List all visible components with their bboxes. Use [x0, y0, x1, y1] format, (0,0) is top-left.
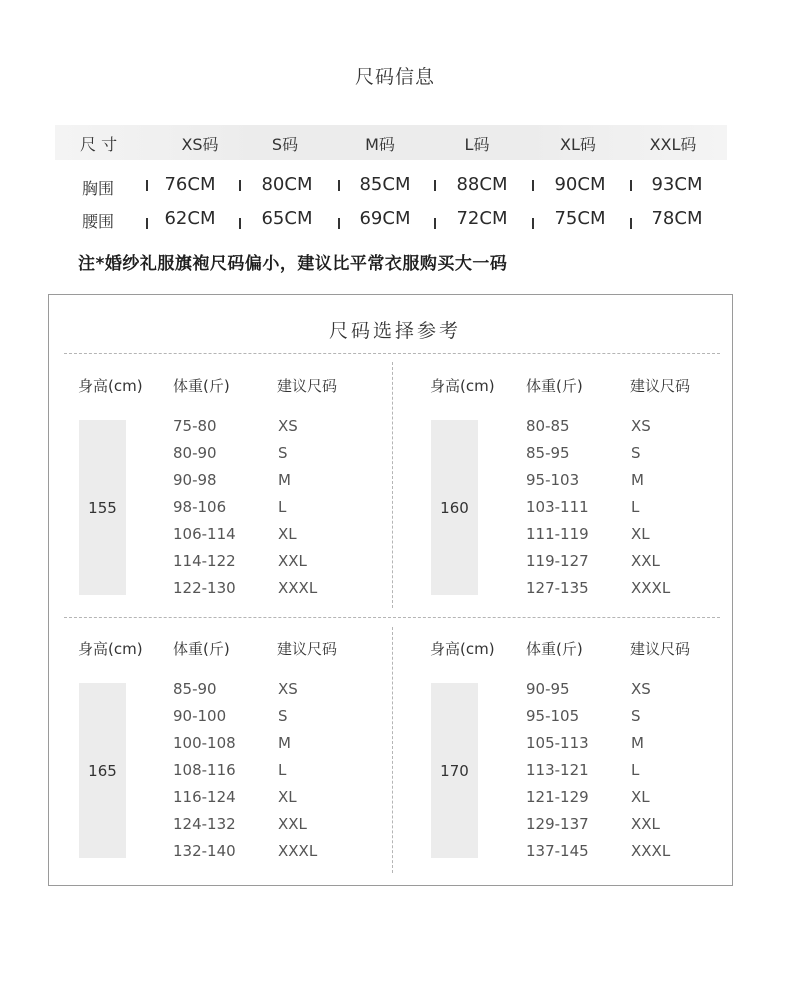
suggested-size: M [278, 471, 291, 489]
weight-range: 132-140 [173, 842, 236, 860]
weight-range: 106-114 [173, 525, 236, 543]
weight-range: 113-121 [526, 761, 589, 779]
weight-range: 75-80 [173, 417, 217, 435]
col-header-weight: 体重(斤) [526, 640, 583, 658]
waist-xxl: 78CM [651, 208, 703, 229]
suggested-size: S [278, 707, 288, 725]
suggested-size: XL [631, 788, 650, 806]
col-header-height: 身高(cm) [78, 377, 143, 395]
col-header-weight: 体重(斤) [526, 377, 583, 395]
size-header-s: S码 [271, 135, 299, 154]
size-header-label: 尺 寸 [80, 135, 118, 154]
weight-range: 129-137 [526, 815, 589, 833]
reference-title: 尺码选择参考 [328, 320, 461, 342]
size-header-m: M码 [365, 135, 395, 154]
suggested-size: XXXL [631, 842, 671, 860]
weight-range: 98-106 [173, 498, 227, 516]
separator [532, 218, 534, 229]
weight-range: 85-90 [173, 680, 217, 698]
col-header-height: 身高(cm) [430, 377, 495, 395]
suggested-size: XXL [278, 552, 307, 570]
weight-range: 122-130 [173, 579, 236, 597]
row-label-waist: 腰围 [82, 212, 115, 231]
suggested-size: XXXL [278, 579, 318, 597]
waist-s: 65CM [261, 208, 313, 229]
suggested-size: XS [278, 680, 298, 698]
chest-l: 88CM [456, 174, 508, 195]
height-cell: 155 [79, 420, 126, 595]
weight-range: 80-85 [526, 417, 570, 435]
waist-m: 69CM [359, 208, 411, 229]
size-header-xl: XL码 [560, 135, 596, 154]
separator [239, 218, 241, 229]
weight-range: 100-108 [173, 734, 236, 752]
chest-m: 85CM [359, 174, 411, 195]
col-header-size: 建议尺码 [277, 640, 338, 658]
col-header-weight: 体重(斤) [173, 640, 230, 658]
weight-range: 90-98 [173, 471, 217, 489]
size-header-xs: XS码 [181, 135, 219, 154]
divider [64, 617, 720, 618]
page-title: 尺码信息 [354, 66, 435, 88]
weight-range: 108-116 [173, 761, 236, 779]
weight-range: 95-103 [526, 471, 580, 489]
suggested-size: M [631, 734, 644, 752]
suggested-size: XXXL [631, 579, 671, 597]
weight-range: 124-132 [173, 815, 236, 833]
weight-range: 119-127 [526, 552, 589, 570]
suggested-size: XXL [631, 815, 660, 833]
weight-range: 121-129 [526, 788, 589, 806]
weight-range: 80-90 [173, 444, 217, 462]
suggested-size: XL [278, 525, 297, 543]
suggested-size: XS [631, 417, 651, 435]
suggested-size: L [631, 761, 640, 779]
col-header-size: 建议尺码 [277, 377, 338, 395]
divider [64, 353, 720, 354]
col-header-weight: 体重(斤) [173, 377, 230, 395]
size-header-xxl: XXL码 [649, 135, 697, 154]
suggested-size: S [631, 707, 641, 725]
suggested-size: XXL [631, 552, 660, 570]
suggested-size: XL [631, 525, 650, 543]
size-header-l: L码 [464, 135, 490, 154]
waist-l: 72CM [456, 208, 508, 229]
weight-range: 90-95 [526, 680, 570, 698]
col-header-size: 建议尺码 [630, 640, 691, 658]
waist-xl: 75CM [554, 208, 606, 229]
height-cell: 165 [79, 683, 126, 858]
suggested-size: XS [631, 680, 651, 698]
suggested-size: L [631, 498, 640, 516]
divider [392, 362, 393, 608]
suggested-size: XL [278, 788, 297, 806]
col-header-size: 建议尺码 [630, 377, 691, 395]
suggested-size: XS [278, 417, 298, 435]
suggested-size: L [278, 498, 287, 516]
col-header-height: 身高(cm) [78, 640, 143, 658]
chest-s: 80CM [261, 174, 313, 195]
separator [239, 180, 241, 191]
weight-range: 116-124 [173, 788, 236, 806]
weight-range: 111-119 [526, 525, 589, 543]
row-label-chest: 胸围 [82, 179, 115, 198]
suggested-size: XXL [278, 815, 307, 833]
divider [392, 627, 393, 873]
weight-range: 127-135 [526, 579, 589, 597]
suggested-size: M [631, 471, 644, 489]
waist-xs: 62CM [164, 208, 216, 229]
weight-range: 85-95 [526, 444, 570, 462]
size-note: 注*婚纱礼服旗袍尺码偏小，建议比平常衣服购买大一码 [78, 254, 508, 274]
weight-range: 103-111 [526, 498, 589, 516]
separator [434, 218, 436, 229]
chest-xl: 90CM [554, 174, 606, 195]
suggested-size: S [278, 444, 288, 462]
separator [434, 180, 436, 191]
suggested-size: M [278, 734, 291, 752]
separator [532, 180, 534, 191]
height-cell: 160 [431, 420, 478, 595]
suggested-size: L [278, 761, 287, 779]
weight-range: 95-105 [526, 707, 580, 725]
weight-range: 105-113 [526, 734, 589, 752]
height-cell: 170 [431, 683, 478, 858]
chest-xxl: 93CM [651, 174, 703, 195]
chest-xs: 76CM [164, 174, 216, 195]
col-header-height: 身高(cm) [430, 640, 495, 658]
weight-range: 114-122 [173, 552, 236, 570]
weight-range: 90-100 [173, 707, 227, 725]
weight-range: 137-145 [526, 842, 589, 860]
suggested-size: XXXL [278, 842, 318, 860]
suggested-size: S [631, 444, 641, 462]
